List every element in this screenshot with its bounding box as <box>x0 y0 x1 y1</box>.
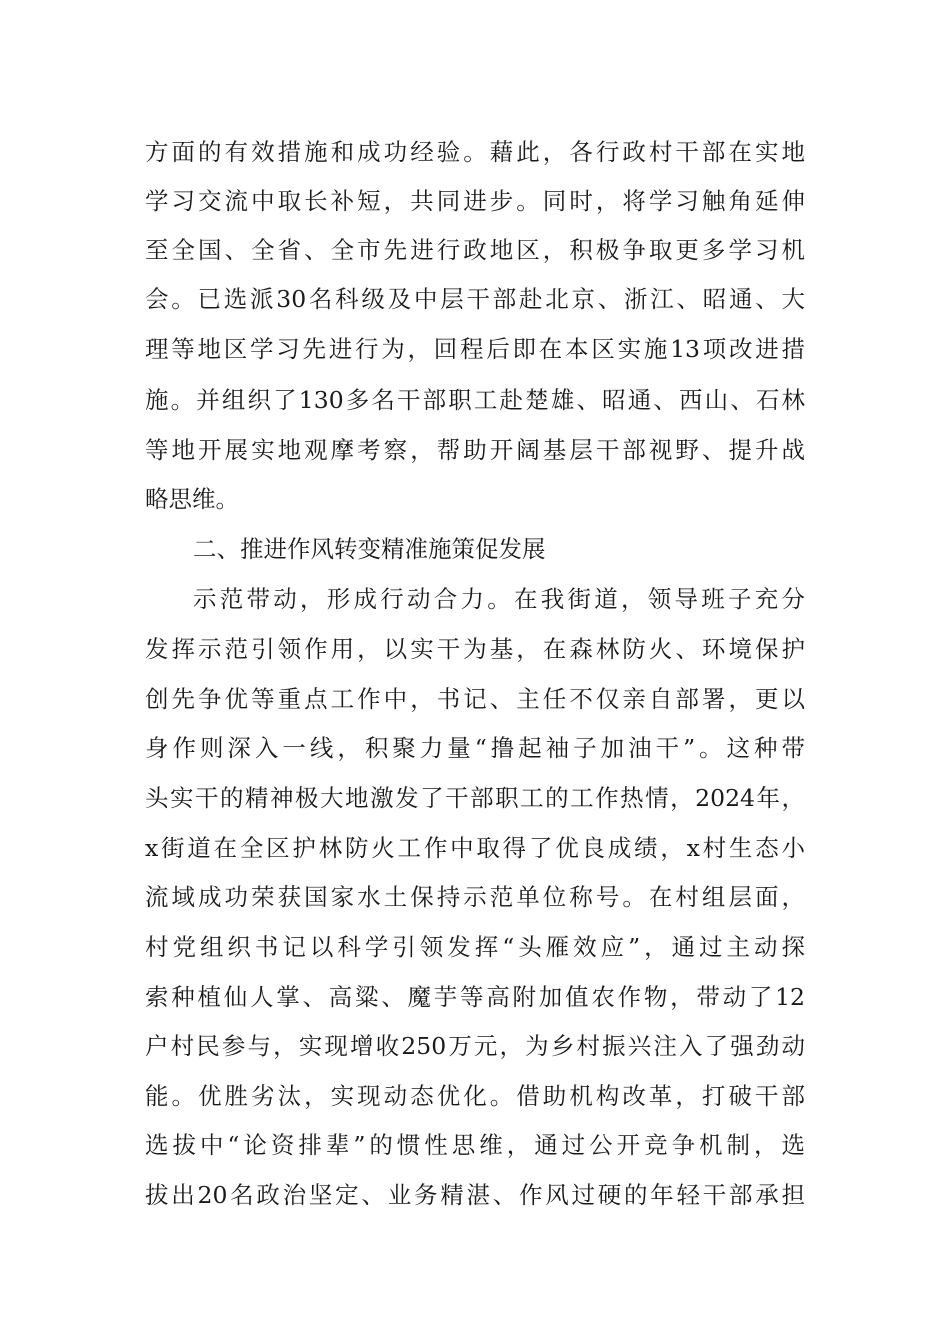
paragraph-line: 创先争优等重点工作中，书记、主任不仅亲自部署，更以 <box>145 685 805 713</box>
paragraph-line: 能。优胜劣汰，实现动态优化。借助机构改革，打破干部 <box>145 1082 805 1110</box>
paragraph-line: 会。已选派30名科级及中层干部赴北京、浙江、昭通、大 <box>145 285 805 313</box>
paragraph-line: 发挥示范引领作用，以实干为基，在森林防火、环境保护 <box>145 635 805 663</box>
paragraph-line: 户村民参与，实现增收250万元，为乡村振兴注入了强劲动 <box>145 1032 805 1060</box>
paragraph-line: 略思维。 <box>145 485 239 513</box>
paragraph-line: 理等地区学习先进行为，回程后即在本区实施13项改进措 <box>145 335 805 363</box>
paragraph-line: 村党组织书记以科学引领发挥“头雁效应”，通过主动探 <box>145 933 805 961</box>
paragraph-line: 头实干的精神极大地激发了干部职工的工作热情，2024年， <box>145 784 805 812</box>
paragraph-line: 选拔中“论资排辈”的惯性思维，通过公开竞争机制，选 <box>145 1131 805 1159</box>
paragraph-line: 示范带动，形成行动合力。在我街道，领导班子充分 <box>193 585 805 613</box>
section-heading: 二、推进作风转变精准施策促发展 <box>193 535 546 563</box>
paragraph-line: 流域成功荣获国家水土保持示范单位称号。在村组层面， <box>145 883 805 911</box>
paragraph-line: 学习交流中取长补短，共同进步。同时，将学习触角延伸 <box>145 187 805 215</box>
paragraph-line: 索种植仙人掌、高粱、魔芋等高附加值农作物，带动了12 <box>145 983 805 1011</box>
paragraph-line: 至全国、全省、全市先进行政地区，积极争取更多学习机 <box>145 236 805 264</box>
paragraph-line: 方面的有效措施和成功经验。藉此，各行政村干部在实地 <box>145 138 805 166</box>
paragraph-line: 拔出20名政治坚定、业务精湛、作风过硬的年轻干部承担 <box>145 1181 805 1209</box>
paragraph-line: 等地开展实地观摩考察，帮助开阔基层干部视野、提升战 <box>145 436 805 464</box>
paragraph-line: x街道在全区护林防火工作中取得了优良成绩，x村生态小 <box>145 834 805 862</box>
paragraph-line: 身作则深入一线，积聚力量“撸起袖子加油干”。这种带 <box>145 734 805 762</box>
paragraph-line: 施。并组织了130多名干部职工赴楚雄、昭通、西山、石林 <box>145 386 805 414</box>
